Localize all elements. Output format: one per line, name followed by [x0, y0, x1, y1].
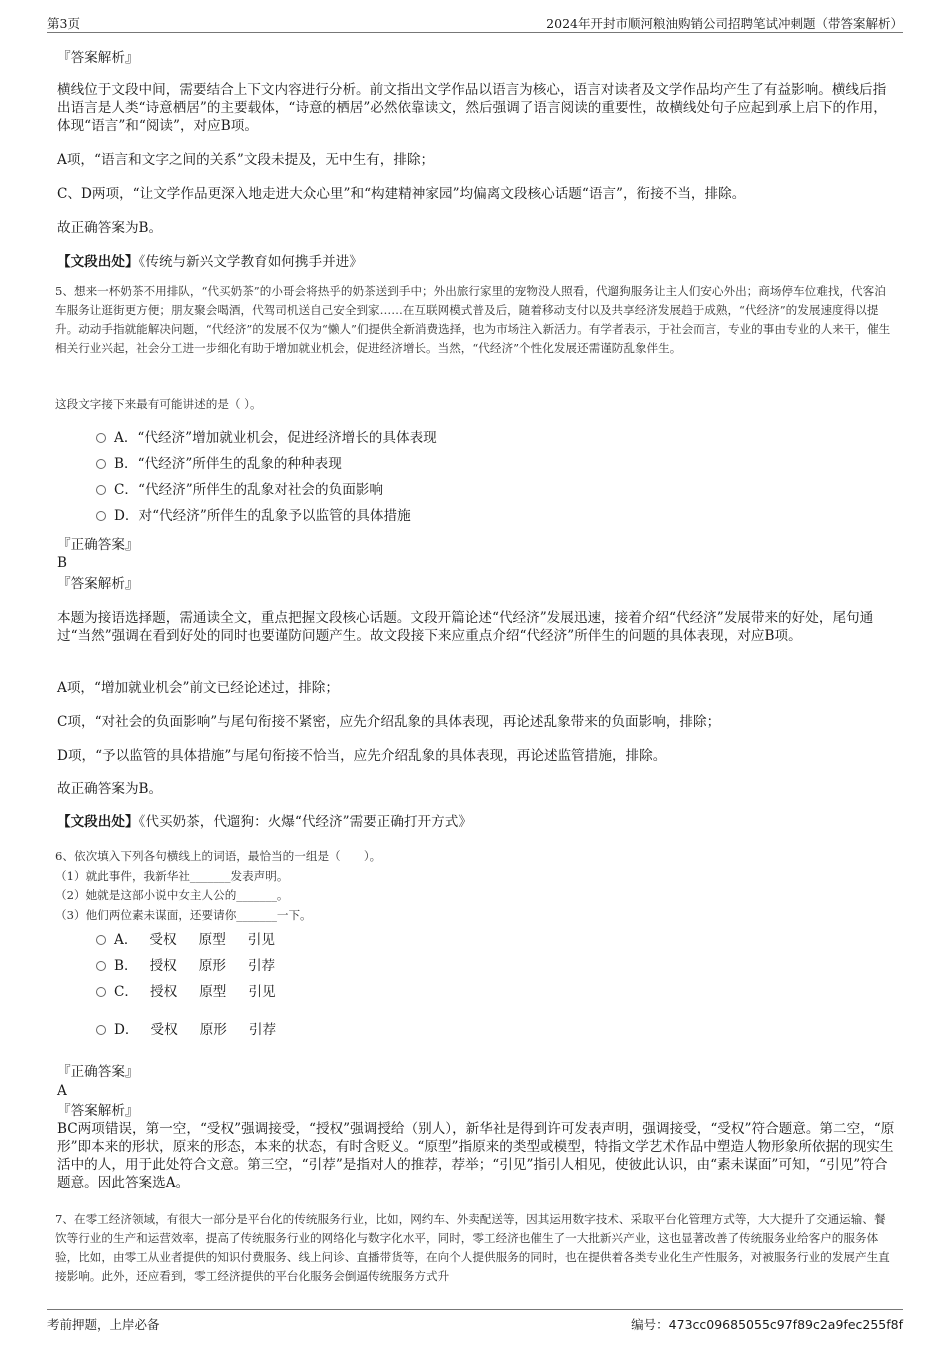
q4-option-cd-analysis: C、D两项，“让文学作品更深入地走进大众心里”和“构建精神家园”均偏离文段核心话题“语言”，衔接不当，排除。	[57, 186, 746, 202]
q5-option-d-text: D．对“代经济”所伴生的乱象予以监管的具体措施	[114, 508, 411, 524]
q7-stem: 7、在零工经济领域，有很大一部分是平台化的传统服务行业，比如，网约车、外卖配送等，因其运用数字技术、采取平台化管理方式等，大大提升了交通运输、餐饮等行业的生产和运营效率，提高了传统服务行业的网络化与数字化水平，同时，零工经济也催生了一大批新兴产业，这也显著改善了传统服务业给客户的服务体验，比如，由零工从业者提供的知识付费服务、线上问诊、直播带货等，在向个人提供服务的同时，也在提供着各类专业化生产性服务，对被服务行业的发展产生直接影响。此外，还应看到，零工经济提供的平台化服务会倒逼传统服务方式升	[55, 1212, 890, 1283]
q5-question: 这段文字接下来最有可能讲述的是（ ）。	[55, 397, 262, 411]
q6-sentence-1: （1）就此事件，我新华社_______发表声明。	[55, 869, 289, 883]
option-word: 原形	[199, 1022, 227, 1038]
q5-conclusion: 故正确答案为B。	[57, 781, 163, 797]
q5-source	[57, 813, 897, 831]
option-word: 受权	[149, 932, 177, 948]
q6-option-c[interactable]	[96, 983, 276, 1001]
option-word: 引荐	[247, 958, 276, 974]
q5-analysis-label: 『答案解析』	[57, 576, 139, 592]
q4-source	[57, 253, 897, 271]
option-word: 引见	[247, 932, 275, 948]
q5-option-a[interactable]	[96, 429, 437, 447]
option-word: 引荐	[248, 1022, 277, 1038]
document-code	[631, 1315, 903, 1333]
q6-option-b[interactable]	[96, 957, 275, 975]
q5-answer: B	[57, 555, 67, 571]
q4-source-text: 《传统与新兴文学教育如何携手并进》	[138, 254, 363, 270]
radio-icon[interactable]	[96, 433, 106, 443]
option-word: 原型	[198, 932, 226, 948]
q6-sentence-3: （3）他们两位素未谋面，还要请你_______一下。	[55, 908, 312, 922]
option-letter: C．	[114, 984, 138, 1000]
radio-icon[interactable]	[96, 935, 106, 945]
q6-answer: A	[57, 1083, 67, 1099]
q5-source-label: 【文段出处】	[57, 814, 139, 830]
q5-option-d[interactable]	[96, 507, 411, 525]
radio-icon[interactable]	[96, 459, 106, 469]
document-title: 2024年开封市顺河粮油购销公司招聘笔试冲刺题（带答案解析）	[546, 16, 903, 31]
page-number: 第3页	[47, 16, 80, 31]
q6-sentence-2: （2）她就是这部小说中女主人公的_______。	[55, 888, 289, 902]
option-word: 受权	[150, 1022, 178, 1038]
q6-analysis-text: BC两项错误，第一空，“受权”强调接受，“授权”强调授给（别人），新华社是得到许可发表声明，强调接受，“受权”符合题意。第二空，“原形”即本来的形状，原来的形态，本来的状态，有时含贬义。“原型”指原来的类型或模型，特指文学艺术作品中塑造人物形象所依据的现实生活中的人，用于此处符合文意。第三空，“引荐”是指对人的推荐，荐举；“引见”指引人相见，使彼此认识，由“素未谋面”可知，“引见”符合题意。因此答案选A。	[57, 1121, 895, 1191]
q5-analysis-text: 本题为接语选择题，需通读全文，重点把握文段核心话题。文段开篇论述“代经济”发展迅速，接着介绍“代经济”发展带来的好处，尾句通过“当然”强调在看到好处的同时也要谨防问题产生。故文段接下来应重点介绍“代经济”所伴生的问题的具体表现，对应B项。	[57, 610, 874, 644]
page-header	[47, 12, 903, 33]
q6-answer-label: 『正确答案』	[57, 1064, 139, 1080]
radio-icon[interactable]	[96, 511, 106, 521]
q5-option-b-text: B．“代经济”所伴生的乱象的种种表现	[114, 456, 342, 472]
radio-icon[interactable]	[96, 987, 106, 997]
q5-source-text: 《代买奶茶，代遛狗：火爆“代经济”需要正确打开方式》	[138, 814, 472, 830]
q4-source-label: 【文段出处】	[57, 254, 139, 270]
q6-stem: 6、依次填入下列各句横线上的词语，最恰当的一组是（ ）。	[55, 849, 382, 863]
radio-icon[interactable]	[96, 1025, 106, 1035]
q5-option-d-analysis: D项，“予以监管的具体措施”与尾句衔接不恰当，应先介绍乱象的具体表现，再论述监管措施，排除。	[57, 748, 667, 764]
option-letter: D．	[114, 1022, 139, 1038]
q6-analysis-label: 『答案解析』	[57, 1103, 139, 1119]
q5-option-c[interactable]	[96, 481, 383, 499]
q4-analysis-text: 横线位于文段中间，需要结合上下文内容进行分析。前文指出文学作品以语言为核心，语言对读者及文学作品均产生了有益影响。横线后指出语言是人类“诗意栖居”的主要载体，“诗意的栖居”必然依靠读文，然后强调了语言阅读的重要性，故横线处句子应起到承上启下的作用，体现“语言”和“阅读”，对应B项。	[57, 82, 887, 134]
q5-option-a-text: A．“代经济”增加就业机会，促进经济增长的具体表现	[114, 430, 437, 446]
option-word: 授权	[150, 984, 178, 1000]
q5-option-b[interactable]	[96, 455, 342, 473]
footer-slogan: 考前押题，上岸必备	[47, 1317, 160, 1332]
page-footer	[47, 1309, 903, 1336]
q6-option-d[interactable]	[96, 1021, 276, 1039]
q6-option-a[interactable]	[96, 931, 275, 949]
q5-stem: 5、想来一杯奶茶不用排队，“代买奶茶”的小哥会将热乎的奶茶送到手中；外出旅行家里的宠物没人照看，代遛狗服务让主人们安心外出；商场停车位难找，代客泊车服务让逛街更方便；朋友聚会喝酒，代驾司机送自己安全到家……在互联网模式普及后，随着移动支付以及共享经济发展趋于成熟，“代经济”的发展速度得以提升。动动手指就能解决问题，“代经济”的发展不仅为“懒人”们提供全新消费选择，也为市场注入新活力。有学者表示，于社会而言，专业的事由专业的人来干，催生相关行业兴起，社会分工进一步细化有助于增加就业机会，促进经济增长。当然，“代经济”个性化发展还需谨防乱象伴生。	[55, 284, 891, 355]
code-label: 编号：	[631, 1317, 669, 1332]
option-word: 授权	[149, 958, 177, 974]
q4-option-a-analysis: A项，“语言和文字之间的关系”文段未提及，无中生有，排除；	[57, 152, 435, 168]
q5-option-c-analysis: C项，“对社会的负面影响”与尾句衔接不紧密，应先介绍乱象的具体表现，再论述乱象带来的负面影响，排除；	[57, 714, 721, 730]
radio-icon[interactable]	[96, 961, 106, 971]
option-word: 原型	[199, 984, 227, 1000]
q5-option-a-analysis: A项，“增加就业机会”前文已经论述过，排除；	[57, 680, 339, 696]
q5-option-c-text: C．“代经济”所伴生的乱象对社会的负面影响	[114, 482, 383, 498]
option-word: 原形	[198, 958, 226, 974]
option-letter: B．	[114, 958, 138, 974]
radio-icon[interactable]	[96, 485, 106, 495]
option-letter: A．	[114, 932, 138, 948]
q4-conclusion: 故正确答案为B。	[57, 220, 163, 236]
q4-analysis-label: 『答案解析』	[57, 50, 139, 66]
code-value: 473cc09685055c97f89c2a9fec255f8f	[668, 1317, 903, 1332]
q5-answer-label: 『正确答案』	[57, 537, 139, 553]
option-word: 引见	[248, 984, 276, 1000]
